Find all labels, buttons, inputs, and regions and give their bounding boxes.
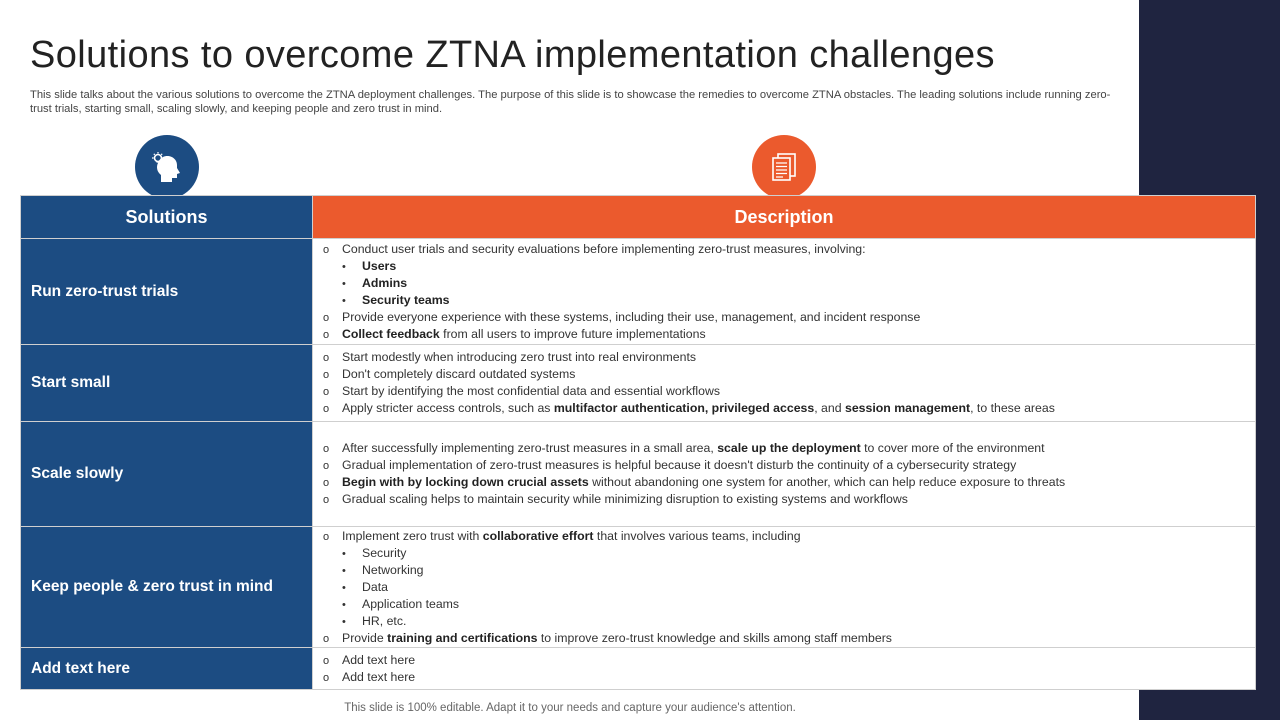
sub-bullet-item (323, 258, 1245, 275)
bullet-item (323, 326, 1245, 343)
header-description: Description (313, 196, 1256, 239)
bullet-item (323, 349, 1245, 366)
circle-bullet-icon: o (323, 530, 330, 543)
table-row (21, 239, 1256, 345)
sub-bullet-item (323, 596, 1245, 613)
text: Application teams (362, 596, 460, 611)
circle-bullet-icon: o (323, 477, 330, 489)
text: Provide (342, 630, 388, 645)
dot-bullet-icon: • (342, 294, 346, 307)
bold-text: Collect feedback (342, 326, 440, 341)
text: Provide everyone experience with these systems, including their use, management, and incident response (342, 309, 921, 324)
bullet-item (323, 440, 1245, 457)
text: Implement zero trust with (342, 528, 483, 543)
description-cell (313, 422, 1256, 527)
table-row (21, 345, 1256, 422)
bold-text: Security teams (362, 292, 450, 307)
bold-text: Begin with by locking down crucial assets (342, 475, 589, 489)
bold-text: Admins (362, 275, 408, 290)
dot-bullet-icon: • (342, 277, 346, 290)
page-subtitle: This slide talks about the various solutions to overcome the ZTNA deployment challenges. The purpose of this slide is to showcase the remedies to overcome ZTNA obstacles. The leading solutions include running zero-trust trials, starting small, scaling slowly, and keeping people and zero trust in mind. (30, 89, 1111, 115)
description-cell (313, 239, 1256, 345)
document-pages-icon (752, 135, 816, 199)
description-cell (313, 345, 1256, 422)
dot-bullet-icon: • (342, 598, 346, 611)
bold-text: session management (845, 401, 971, 415)
text: Add text here (342, 652, 416, 667)
bullet-item (323, 366, 1245, 383)
head-lightbulb-icon (135, 135, 199, 199)
bullet-item (323, 528, 1245, 545)
description-cell (313, 527, 1256, 648)
text: to cover more of the environment (860, 441, 1045, 455)
text: Conduct user trials and security evaluations before implementing zero-trust measures, involving: (342, 241, 866, 256)
solution-cell: Add text here (21, 648, 313, 690)
sub-bullet-item (323, 613, 1245, 630)
circle-bullet-icon: o (323, 243, 330, 256)
text: , and (814, 401, 845, 415)
circle-bullet-icon: o (323, 632, 330, 645)
dot-bullet-icon: • (342, 564, 346, 577)
text: that involves various teams, including (593, 528, 801, 543)
text: Gradual implementation of zero-trust measures is helpful because it doesn't disturb the continuity of a cybersecurity strategy (342, 458, 1017, 472)
sub-bullet-item (323, 292, 1245, 309)
text: , to these areas (970, 401, 1055, 415)
bold-text: scale up the deployment (717, 441, 861, 455)
circle-bullet-icon: o (323, 443, 330, 455)
text: Networking (362, 562, 424, 577)
table-row (21, 648, 1256, 690)
table-row (21, 527, 1256, 648)
text: without abandoning one system for another, which can help reduce exposure to threats (588, 475, 1066, 489)
text: Start modestly when introducing zero trust into real environments (342, 350, 697, 364)
bold-text: training and certifications (387, 630, 538, 645)
sub-bullet-item (323, 275, 1245, 292)
text: Don't completely discard outdated systems (342, 367, 576, 381)
text: Start by identifying the most confidential data and essential workflows (342, 384, 720, 398)
bullet-item (323, 630, 1245, 647)
text: Apply stricter access controls, such as (342, 401, 554, 415)
bullet-item (323, 669, 1245, 686)
circle-bullet-icon: o (323, 386, 330, 398)
sub-bullet-item (323, 579, 1245, 596)
circle-bullet-icon: o (323, 311, 330, 324)
description-cell (313, 648, 1256, 690)
circle-bullet-icon: o (323, 352, 330, 364)
circle-bullet-icon: o (323, 328, 330, 341)
dot-bullet-icon: • (342, 547, 346, 560)
text: to improve zero-trust knowledge and skills among staff members (537, 630, 892, 645)
bold-text: Users (362, 258, 397, 273)
bullet-item (323, 309, 1245, 326)
sub-bullet-item (323, 545, 1245, 562)
sub-bullet-item (323, 562, 1245, 579)
text: Data (362, 579, 388, 594)
bullet-item (323, 457, 1245, 474)
bullet-item (323, 491, 1245, 508)
circle-bullet-icon: o (323, 494, 330, 506)
dot-bullet-icon: • (342, 615, 346, 628)
solution-cell: Keep people & zero trust in mind (21, 527, 313, 648)
solution-cell: Start small (21, 345, 313, 422)
text: HR, etc. (362, 613, 407, 628)
bold-text: collaborative effort (482, 528, 594, 543)
header-solutions: Solutions (21, 196, 313, 239)
dot-bullet-icon: • (342, 581, 346, 594)
text: After successfully implementing zero-trust measures in a small area, (342, 441, 718, 455)
solution-cell: Run zero-trust trials (21, 239, 313, 345)
circle-bullet-icon: o (323, 654, 330, 667)
footer-note: This slide is 100% editable. Adapt it to your needs and capture your audience's attention. (344, 702, 796, 714)
dot-bullet-icon: • (342, 260, 346, 273)
bullet-item (323, 474, 1245, 491)
bullet-item (323, 652, 1245, 669)
bold-text: multifactor authentication, privileged access (553, 401, 815, 415)
circle-bullet-icon: o (323, 403, 330, 415)
circle-bullet-icon: o (323, 369, 330, 381)
bullet-item (323, 383, 1245, 400)
text: from all users to improve future implementations (439, 326, 706, 341)
page-title: Solutions to overcome ZTNA implementation challenges (30, 34, 995, 76)
text: Security (362, 545, 407, 560)
bullet-item (323, 400, 1245, 417)
text: Add text here (342, 669, 416, 684)
text: Gradual scaling helps to maintain security while minimizing disruption to existing systems and workflows (342, 492, 908, 506)
circle-bullet-icon: o (323, 671, 330, 684)
table-row (21, 422, 1256, 527)
solution-cell: Scale slowly (21, 422, 313, 527)
solutions-table (20, 195, 1256, 690)
circle-bullet-icon: o (323, 460, 330, 472)
bullet-item (323, 241, 1245, 258)
